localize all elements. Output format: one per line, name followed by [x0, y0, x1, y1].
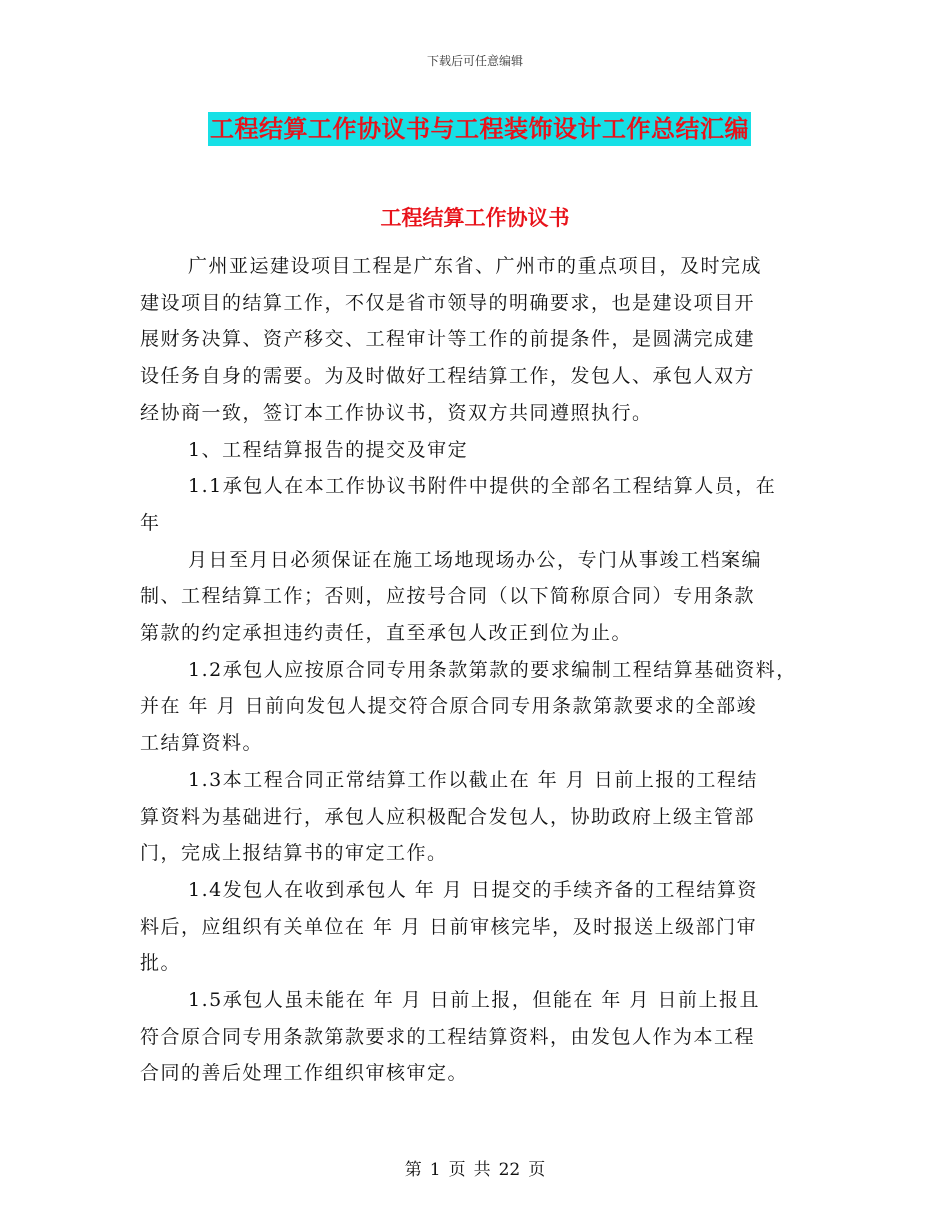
text-line: 料后，应组织有关单位在 年 月 日前审核完毕，及时报送上级部门审	[140, 915, 758, 938]
footer-suffix: 页	[528, 1160, 546, 1180]
footer-middle-2: 共	[473, 1160, 491, 1180]
text-line: 1.1承包人在本工作协议书附件中提供的全部名工程结算人员，在	[188, 475, 777, 498]
text-line: 批。	[140, 952, 182, 975]
paragraph-1-2	[140, 652, 830, 762]
text-line: 广州亚运建设项目工程是广东省、广州市的重点项目，及时完成	[188, 255, 763, 277]
text-line: 1.3本工程合同正常结算工作以截止在 年 月 日前上报的工程结	[188, 768, 758, 791]
document-title: 工程结算工作协议书与工程装饰设计工作总结汇编	[208, 112, 751, 146]
text-line: 门，完成上报结算书的审定工作。	[140, 842, 448, 865]
paragraph-1-3	[140, 762, 830, 872]
text-line: 工结算资料。	[140, 732, 264, 755]
text-line: 制、工程结算工作；否则，应按号合同（以下简称原合同）专用条款	[140, 585, 756, 608]
text-line: 经协商一致，签订本工作协议书，资双方共同遵照执行。	[140, 401, 653, 424]
section-title: 工程结算工作协议书	[380, 205, 570, 230]
page-number: 1	[429, 1160, 441, 1180]
paragraph-1-1-cont	[140, 542, 830, 652]
text-line: 月日至月日必须保证在施工场地现场办公，专门从事竣工档案编	[188, 548, 763, 571]
text-line: 设任务自身的需要。为及时做好工程结算工作，发包人、承包人双方	[140, 365, 756, 388]
paragraph-heading-1	[140, 432, 830, 469]
paragraph-intro	[140, 248, 830, 432]
text-line: 合同的善后处理工作组织审核审定。	[140, 1062, 469, 1085]
footer-prefix: 第	[404, 1160, 422, 1180]
footer-middle-1: 页	[448, 1160, 466, 1180]
page-total: 22	[498, 1160, 521, 1180]
text-line: 1.4发包人在收到承包人 年 月 日提交的手续齐备的工程结算资	[188, 878, 758, 901]
text-line: 1.5承包人虽未能在 年 月 日前上报，但能在 年 月 日前上报且	[188, 989, 760, 1012]
text-line: 符合原合同专用条款第款要求的工程结算资料，由发包人作为本工程	[140, 1025, 756, 1048]
page-footer	[0, 1155, 950, 1180]
header-note: 下载后可任意编辑	[426, 54, 523, 68]
document-body	[140, 248, 830, 1092]
text-line: 1.2承包人应按原合同专用条款第款的要求编制工程结算基础资料，	[188, 658, 797, 681]
text-line: 并在 年 月 日前向发包人提交符合原合同专用条款第款要求的全部竣	[140, 695, 758, 718]
paragraph-1-4	[140, 872, 830, 982]
text-line: 算资料为基础进行，承包人应积极配合发包人，协助政府上级主管部	[140, 805, 756, 828]
text-line: 第款的约定承担违约责任，直至承包人改正到位为止。	[140, 622, 633, 645]
text-line: 展财务决算、资产移交、工程审计等工作的前提条件，是圆满完成建	[140, 328, 756, 351]
text-line: 1、工程结算报告的提交及审定	[188, 438, 469, 461]
paragraph-1-5	[140, 982, 830, 1092]
paragraph-1-1	[140, 468, 830, 541]
text-line: 建设项目的结算工作，不仅是省市领导的明确要求，也是建设项目开	[140, 291, 756, 314]
text-line: 年	[140, 511, 161, 534]
